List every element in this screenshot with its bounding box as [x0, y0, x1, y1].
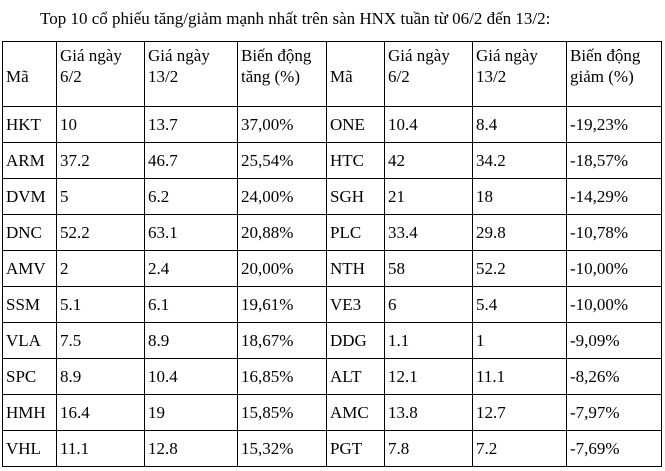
- loser-code-cell: AMC: [327, 395, 385, 431]
- loser-change-cell: -8,26%: [567, 359, 662, 395]
- gainer-price-end-cell: 6.1: [145, 287, 238, 323]
- loser-price-start-cell: 58: [385, 251, 473, 287]
- loser-code-cell: SGH: [327, 179, 385, 215]
- gainer-price-start-cell: 2: [57, 251, 145, 287]
- gainer-price-end-cell: 8.9: [145, 323, 238, 359]
- loser-price-start-cell: 13.8: [385, 395, 473, 431]
- loser-code-cell: DDG: [327, 323, 385, 359]
- gainer-price-end-cell: 10.4: [145, 359, 238, 395]
- gainer-change-cell: 18,67%: [238, 323, 327, 359]
- gainer-change-cell: 20,88%: [238, 215, 327, 251]
- gainer-code-cell: SSM: [3, 287, 57, 323]
- loser-code-cell: ALT: [327, 359, 385, 395]
- loser-price-start-cell: 33.4: [385, 215, 473, 251]
- gainer-change-cell: 19,61%: [238, 287, 327, 323]
- loser-price-start-cell: 21: [385, 179, 473, 215]
- header-code-losers: Mã: [327, 42, 385, 107]
- gainer-code-cell: DNC: [3, 215, 57, 251]
- gainer-change-cell: 16,85%: [238, 359, 327, 395]
- loser-change-cell: -14,29%: [567, 179, 662, 215]
- table-row: [3, 215, 662, 251]
- gainer-change-cell: 15,85%: [238, 395, 327, 431]
- header-change-down: Biến động giảm (%): [567, 42, 662, 107]
- table-row: [3, 287, 662, 323]
- gainer-code-cell: VLA: [3, 323, 57, 359]
- loser-price-end-cell: 8.4: [473, 107, 567, 143]
- loser-price-start-cell: 10.4: [385, 107, 473, 143]
- gainer-code-cell: ARM: [3, 143, 57, 179]
- header-row: [3, 42, 662, 107]
- loser-price-end-cell: 52.2: [473, 251, 567, 287]
- gainer-price-end-cell: 46.7: [145, 143, 238, 179]
- gainer-price-start-cell: 8.9: [57, 359, 145, 395]
- header-price-end-losers: Giá ngày 13/2: [473, 42, 567, 107]
- loser-change-cell: -10,78%: [567, 215, 662, 251]
- table-row: [3, 179, 662, 215]
- table-row: [3, 395, 662, 431]
- header-code-gainers: Mã: [3, 42, 57, 107]
- loser-price-start-cell: 42: [385, 143, 473, 179]
- loser-change-cell: -18,57%: [567, 143, 662, 179]
- stock-change-table: [2, 41, 662, 467]
- loser-code-cell: HTC: [327, 143, 385, 179]
- gainer-price-end-cell: 63.1: [145, 215, 238, 251]
- header-price-start-losers: Giá ngày 6/2: [385, 42, 473, 107]
- gainer-price-end-cell: 13.7: [145, 107, 238, 143]
- loser-change-cell: -7,97%: [567, 395, 662, 431]
- header-price-end-gainers: Giá ngày 13/2: [145, 42, 238, 107]
- gainer-price-start-cell: 7.5: [57, 323, 145, 359]
- gainer-change-cell: 20,00%: [238, 251, 327, 287]
- gainer-code-cell: VHL: [3, 431, 57, 467]
- loser-price-end-cell: 5.4: [473, 287, 567, 323]
- gainer-price-start-cell: 16.4: [57, 395, 145, 431]
- gainer-price-end-cell: 12.8: [145, 431, 238, 467]
- loser-code-cell: PLC: [327, 215, 385, 251]
- table-row: [3, 359, 662, 395]
- gainer-code-cell: DVM: [3, 179, 57, 215]
- loser-code-cell: PGT: [327, 431, 385, 467]
- loser-price-end-cell: 12.7: [473, 395, 567, 431]
- loser-change-cell: -10,00%: [567, 251, 662, 287]
- loser-price-start-cell: 6: [385, 287, 473, 323]
- table-caption: Top 10 cổ phiếu tăng/giảm mạnh nhất trên sàn HNX tuần từ 06/2 đến 13/2:: [40, 9, 551, 28]
- loser-price-start-cell: 7.8: [385, 431, 473, 467]
- gainer-change-cell: 25,54%: [238, 143, 327, 179]
- loser-code-cell: ONE: [327, 107, 385, 143]
- loser-code-cell: VE3: [327, 287, 385, 323]
- gainer-code-cell: SPC: [3, 359, 57, 395]
- loser-price-end-cell: 7.2: [473, 431, 567, 467]
- loser-price-start-cell: 1.1: [385, 323, 473, 359]
- gainer-change-cell: 24,00%: [238, 179, 327, 215]
- loser-price-end-cell: 11.1: [473, 359, 567, 395]
- loser-change-cell: -9,09%: [567, 323, 662, 359]
- loser-change-cell: -10,00%: [567, 287, 662, 323]
- gainer-price-start-cell: 10: [57, 107, 145, 143]
- gainer-change-cell: 15,32%: [238, 431, 327, 467]
- table-row: [3, 143, 662, 179]
- loser-price-end-cell: 1: [473, 323, 567, 359]
- loser-change-cell: -19,23%: [567, 107, 662, 143]
- gainer-price-start-cell: 37.2: [57, 143, 145, 179]
- loser-price-end-cell: 18: [473, 179, 567, 215]
- gainer-price-end-cell: 19: [145, 395, 238, 431]
- loser-price-end-cell: 29.8: [473, 215, 567, 251]
- gainer-change-cell: 37,00%: [238, 107, 327, 143]
- gainer-price-end-cell: 6.2: [145, 179, 238, 215]
- loser-price-start-cell: 12.1: [385, 359, 473, 395]
- table-row: [3, 323, 662, 359]
- table-row: [3, 107, 662, 143]
- gainer-price-start-cell: 5: [57, 179, 145, 215]
- gainer-price-start-cell: 52.2: [57, 215, 145, 251]
- loser-price-end-cell: 34.2: [473, 143, 567, 179]
- gainer-code-cell: HKT: [3, 107, 57, 143]
- gainer-price-end-cell: 2.4: [145, 251, 238, 287]
- gainer-code-cell: AMV: [3, 251, 57, 287]
- loser-change-cell: -7,69%: [567, 431, 662, 467]
- header-change-up: Biến động tăng (%): [238, 42, 327, 107]
- table-row: [3, 431, 662, 467]
- gainer-price-start-cell: 11.1: [57, 431, 145, 467]
- gainer-price-start-cell: 5.1: [57, 287, 145, 323]
- loser-code-cell: NTH: [327, 251, 385, 287]
- table-row: [3, 251, 662, 287]
- header-price-start-gainers: Giá ngày 6/2: [57, 42, 145, 107]
- gainer-code-cell: HMH: [3, 395, 57, 431]
